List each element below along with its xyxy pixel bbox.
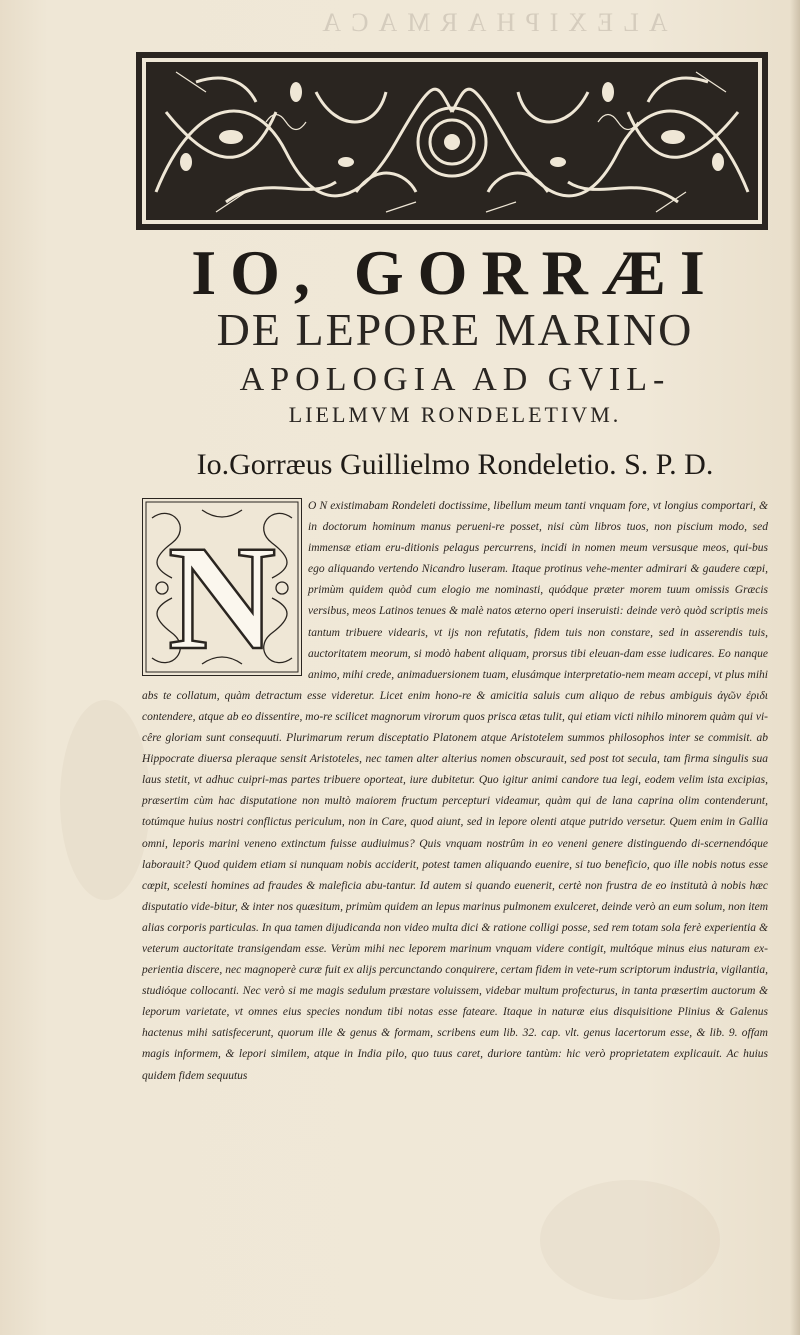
title-author: IO, GORRÆI (191, 237, 719, 308)
title-subject: DE LEPORE MARINO (216, 304, 694, 355)
paper-stain (540, 1180, 720, 1300)
headpiece-ornament (136, 52, 768, 230)
salutation-heading: Io.Gorræus Guillielmo Rondeletio. S. P. D. (196, 448, 714, 481)
paper-stain (60, 700, 150, 900)
title-recipient: LIELMVM RONDELETIVM. (288, 402, 622, 427)
initial-letter: N (167, 515, 277, 676)
letter-paragraph: O N existimabam Rondeleti doctissime, libellum meum tanti vnquam fore, vt longius comportari, & in doctorum hominum manus perueni-re posset, nisi cùm libros tuos, non piscium modo, sed immensæ etiam eru-ditionis pelagus percurrens, incidi in nomen meum versusque meos, qui-bus ego aliquando vertendo Nicandro luseram. Itaque protinus vehe-menter admirari & gaudere cœpi, primùm quidem quòd cum elogio me nominasti, quódque præter morem tuum omissis Græcis versibus, meos Latinos tenues & malè natos æterno operi inseruisti: deinde verò quòd scriptis meis tantum tribuere videaris, vt ijs non refutatis, fidem tuis non constare, sed in asserendis tuis, auctoritatem meorum, si modò habent aliquam, prorsus tibi eleuan-dam esse iudicares. Eo nanque animo, mihi crede, animaduersionem tuam, elusámque interpretatio-nem meam accepi, vt plus mihi abs te collatum, quàm detractum esse videretur. Licet enim hono-re & amicitia saluis cum aliquo de rebus ambiguis ἀγῶν ἐριδι contendere, atque ab eo dissentire, mo-re scilicet magnorum virorum quos prisca ætas tulit, qui etiam victi nihilo minorem quàm qui vi-cêre gloriam sunt consequuti. Plurimarum rerum disceptatio Platonem atque Aristotelem summos philosophos inter se commisit. ab Hippocrate diuersa pleraque sensit Aristoteles, nec tamen alter alterius nomen obscurauit, sed post tot secula, tam firma singulis sua laus stetit, vt adhuc cuipri-mas partes tribuere oporteat, iure dubitetur. Quo igitur animi candore tua legi, eodem velim ista excipias, præsertim cùm hac disputatione non multò maiorem fructum percepturi videamur, quàm qui de lana caprina olim contenderunt, totúmque huius nostri conflictus periculum, non in Care, quod aiunt, sed in lepore olenti atque putrido versetur. Quem enim in Gallia omni, leporis marini veneno extinctum fuisse audiuimus? Quis vnquam nostrûm in eo veneni genere distinguendo di-scernendóque laborauit? Quod quidem etiam si nunquam nobis acciderit, potest tamen aliquando euenire, si tuo beneficio, quo ille nobis notus esse cœpit, scelesti homines ad fraudes & maleficia abu-tantur. Id autem si quando euenerit, certè non frustra de eo institutà à nobis hæc disputatio vide-bitur, & inter nos quæsitum, primùm quidem an lepus marinus pulmonem exulceret, deinde verò an eum solum, non item alias corporis particulas. In qua tamen dijudicanda non video multa dici & ratione colligi posse, sed rem totam sola ferè experientia & veterum auctoritate transigendam esse. Verùm mihi nec leporem marinum vnquam videre contigit, multóque minus eius naturam ex-perientia discere, nec magnoperè curæ fuit ex alijs percunctando conquirere, certam fidem in vete-rum scriptorum industria, vigilantia, studióque collocanti. Nec verò si me magis sedulum præstare voluissem, videbar multum profecturus, in tanta præsertim auctorum & leporum varietate, vt omnes eius species nondum tibi notas esse fateare. Itaque in naturæ eius disquisitione Plinius & Galenus hactenus mihi satisfecerunt, quorum ille & genus & formam, scribens eum lib. 32. cap. vlt. genus lacertorum esse, & lib. 9. offam magis informem, & lepori similem, atque in India pilo, quo tuus caret, duriore tantùm: hic verò proprietatem explicauit. Ac huius quidem fidem sequutus (142, 500, 768, 1082)
bleed-through-text: ALEXIPHARMACA (312, 8, 668, 37)
title-apologia: APOLOGIA AD GVIL- (239, 361, 671, 398)
decorated-initial-n-icon (142, 498, 302, 676)
page-edge-shadow (790, 0, 800, 1335)
